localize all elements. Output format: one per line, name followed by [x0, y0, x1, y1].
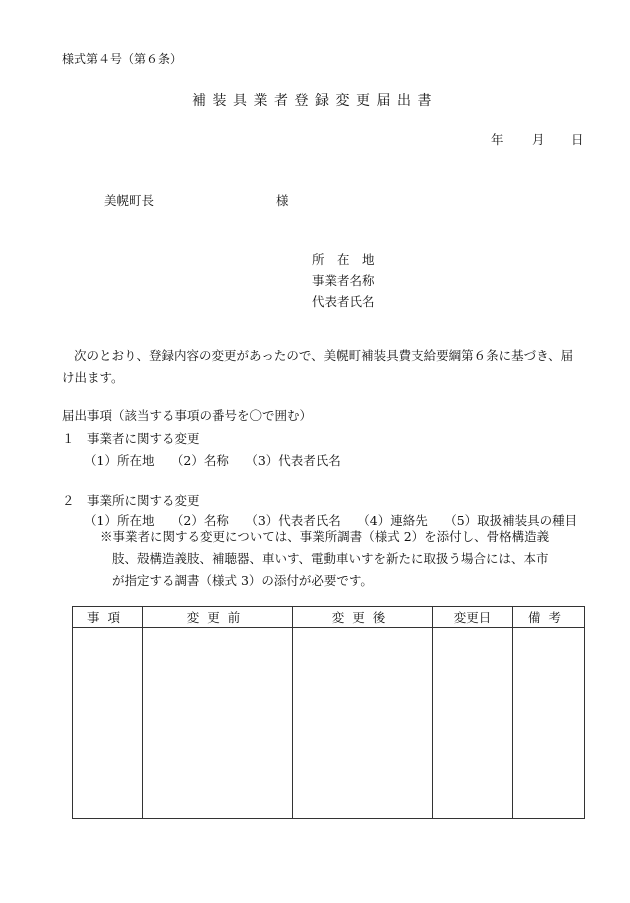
cell-change-date[interactable]: [433, 628, 513, 819]
section2-note: [100, 526, 590, 592]
change-table: [72, 606, 585, 819]
body-paragraph: 次のとおり、登録内容の変更があったので、美幌町補装具費支給要綱第６条に基づき、届け出ます。: [62, 348, 574, 385]
sender-representative-label: 代表者氏名: [312, 294, 375, 309]
header-change-date: 変更日: [433, 607, 513, 628]
header-remarks: 備考: [513, 607, 585, 628]
date-month-label: 月: [532, 132, 545, 147]
addressee-honorific: 様: [276, 193, 289, 208]
header-item: 事項: [73, 607, 143, 628]
addressee-name: 美幌町長: [104, 193, 155, 208]
date-year-label: 年: [491, 132, 504, 147]
note-line: ※事業者に関する変更については、事業所調書（様式 2）を添付し、骨格構造義: [100, 529, 550, 544]
section2-options: （1）所在地 （2）名称 （3）代表者氏名 （4）連絡先 （5）取扱補装具の種目: [84, 513, 578, 528]
header-before: 変更前: [143, 607, 293, 628]
document-title: 補装具業者登録変更届出書: [192, 93, 438, 109]
cell-before[interactable]: [143, 628, 293, 819]
form-number: 様式第４号（第６条）: [62, 52, 183, 66]
sender-company-label: 事業者名称: [312, 273, 375, 288]
section1-heading: １ 事業者に関する変更: [62, 431, 200, 446]
cell-after[interactable]: [293, 628, 433, 819]
table-row: [73, 628, 585, 819]
cell-item[interactable]: [73, 628, 143, 819]
section1-options: （1）所在地 （2）名称 （3）代表者氏名: [84, 453, 341, 468]
items-heading: 届出事項（該当する事項の番号を〇で囲む）: [62, 408, 313, 423]
cell-remarks[interactable]: [513, 628, 585, 819]
section2-heading: ２ 事業所に関する変更: [62, 493, 200, 508]
note-line: が指定する調書（様式 3）の添付が必要です。: [112, 573, 373, 588]
sender-address-label: 所 在 地: [312, 252, 375, 267]
table-header-row: [73, 607, 585, 628]
header-after: 変更後: [293, 607, 433, 628]
note-line: 肢、殻構造義肢、補聴器、車いす、電動車いすを新たに取扱う場合には、本市: [112, 551, 549, 566]
date-day-label: 日: [571, 132, 584, 147]
